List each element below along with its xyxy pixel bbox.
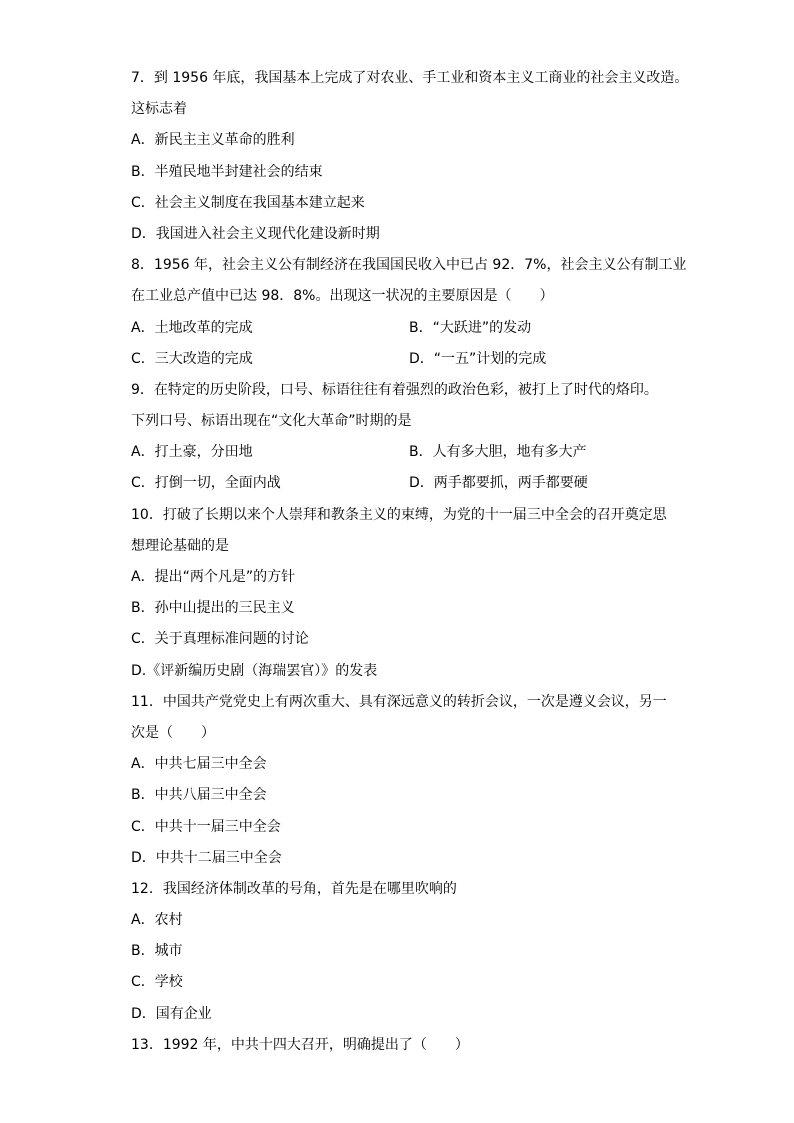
option-b: B．“大跃进”的发动 [409,319,532,336]
option-b: B．半殖民地半封建社会的结束 [131,163,323,180]
question-9 [131,375,691,500]
option-d: D．我国进入社会主义现代化建设新时期 [131,225,380,242]
option-a: A．农村 [131,912,183,929]
question-stem-line: 下列口号、标语出现在“文化大革命”时期的是 [131,413,412,430]
option-d: D．“一五”计划的完成 [409,350,547,367]
question-12 [131,874,691,1030]
question-stem-line: 次是（ ） [131,724,215,741]
option-c: C．中共十一届三中全会 [131,818,281,835]
option-b: B．孙中山提出的三民主义 [131,600,295,617]
option-a: A．新民主主义革命的胜利 [131,132,295,149]
option-c: C．学校 [131,974,183,991]
question-10 [131,500,691,687]
question-13 [131,1030,691,1061]
option-row [131,437,691,468]
option-c: C．社会主义制度在我国基本建立起来 [131,194,365,211]
option-c: C．三大改造的完成 [131,350,253,367]
option-d: D．中共十二届三中全会 [131,849,282,866]
question-stem-line: 8．1956 年，社会主义公有制经济在我国国民收入中已占 92．7%，社会主义公有制工业 [131,257,687,274]
option-a: A．提出“两个凡是”的方针 [131,569,296,585]
question-8 [131,250,691,375]
option-c: C．打倒一切，全面内战 [131,475,281,492]
question-stem-line: 7．到 1956 年底，我国基本上完成了对农业、手工业和资本主义工商业的社会主义改造。 [131,70,689,86]
option-a: A．打土豪，分田地 [131,444,253,461]
question-stem-line: 在工业总产值中已达 98．8%。出现这一状况的主要原因是（ ） [131,288,554,305]
option-d: D.《评新编历史剧（海瑞罢官）》的发表 [131,662,378,679]
question-stem-line: 9．在特定的历史阶段，口号、标语往往有着强烈的政治色彩，被打上了时代的烙印。 [131,381,658,398]
question-7 [131,63,691,250]
option-b: B．人有多大胆，地有多大产 [409,444,587,461]
option-d: D．国有企业 [131,1005,212,1022]
option-b: B．中共八届三中全会 [131,787,267,804]
question-stem-line: 10．打破了长期以来个人崇拜和教条主义的束缚，为党的十一届三中全会的召开奠定思 [131,506,667,523]
question-stem-line: 13．1992 年，中共十四大召开，明确提出了（ ） [131,1036,469,1053]
question-stem-line: 12．我国经济体制改革的号角，首先是在哪里吹响的 [131,880,457,897]
option-a: A．中共七届三中全会 [131,756,267,773]
option-d: D．两手都要抓，两手都要硬 [409,475,588,492]
question-stem-line: 11．中国共产党党史上有两次重大、具有深远意义的转折会议，一次是遵义会议，另一 [131,693,667,710]
question-list [131,63,691,1061]
option-b: B．城市 [131,943,183,960]
option-row [131,468,691,499]
option-row [131,313,691,344]
question-stem-line: 这标志着 [131,101,187,118]
question-stem-line: 想理论基础的是 [131,537,229,554]
question-11 [131,687,691,874]
option-c: C．关于真理标准问题的讨论 [131,631,309,648]
option-a: A．土地改革的完成 [131,319,253,336]
option-row [131,344,691,375]
